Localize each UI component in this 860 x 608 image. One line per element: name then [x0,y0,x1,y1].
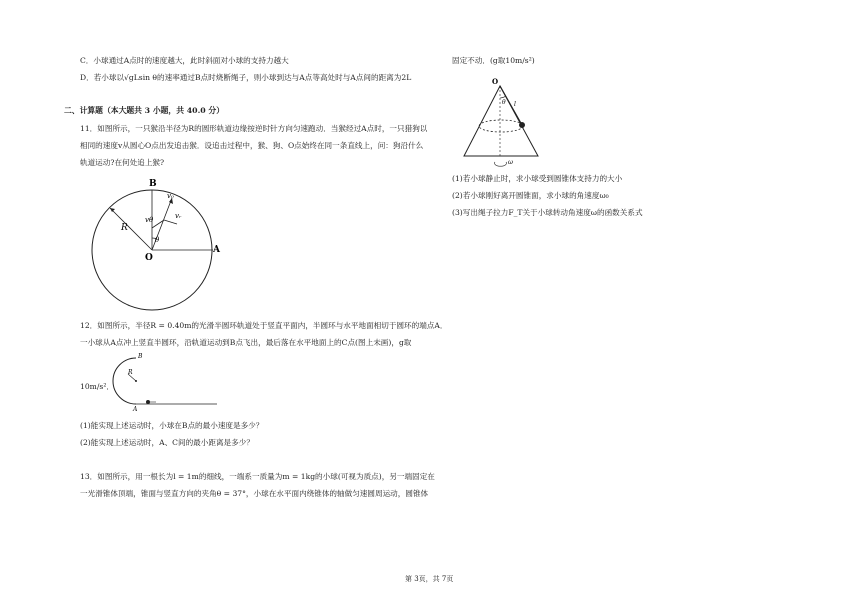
q13-sub-3: (3)写出绳子拉力F_T关于小球转动角速度ω的函数关系式 [452,208,643,217]
q11-label-b: B [149,179,157,189]
q12-line-2: 一小球从A点冲上竖直半圆环，沿轨道运动到B点飞出，最后落在水平地面上的C点(图上未画)，g取 [80,338,412,347]
q11-circle-figure [95,180,225,310]
q13-sub-1: (1)若小球静止时，求小球受到圆锥体支持力的大小 [452,174,623,183]
q13-cone-figure [462,78,544,166]
q13-line-1: 13．如图所示，用一根长为l = 1m的细线，一端系一质量为m = 1kg的小球(可视为质点)，另一端固定在 [80,472,435,481]
q11-label-r: R [121,223,128,233]
cone-label-theta: θ [502,99,506,106]
option-d: D．若小球以√gLsin θ的速率通过B点时烧断绳子，则小球到达与A点等高处时与A点间的距离为2L [80,73,412,82]
q12-label-r: R [128,369,133,376]
q11-label-o: O [145,253,153,263]
q12-line-3: 10m/s²． [80,382,114,391]
q12-label-b: B [138,353,143,360]
q11-line-2: 相同的速度v从圆心O点出发追击猴．设追击过程中，猴、狗、O点始终在同一条直线上，问：狗沿什么 [80,141,424,150]
cone-label-l: l [514,101,516,108]
q11-label-a: A [213,245,220,255]
q12-semicircle-figure [112,352,222,412]
q12-line-1: 12．如图所示，半径R = 0.40m的光滑半圆环轨道处于竖直平面内，半圆环与水平地面相切于圆环的端点A． [80,321,448,330]
q11-label-v0: v₀ [167,192,174,200]
q11-label-vr: vᵣ [175,212,182,220]
q12-sub-1: (1)能实现上述运动时，小球在B点的最小速度是多少？ [80,421,264,430]
cone-label-omega: ω [508,159,513,166]
q12-sub-2: (2)能实现上述运动时，A、C间的最小距离是多少？ [80,438,254,447]
q13-line-2: 一光滑锥体顶端，锥面与竖直方向的夹角θ = 37°，小球在水平面内绕锥体的轴做匀速圆周运动，圆锥体 [80,489,429,498]
cone-label-o: O [492,77,499,86]
q11-label-vtheta: vθ [145,216,154,224]
q11-line-3: 轨道运动?在何处追上猴? [80,158,165,167]
option-c: C．小球通过A点时的速度越大，此时斜面对小球的支持力越大 [80,56,289,65]
section-heading: 二、计算题（本大题共 3 小题，共 40.0 分） [64,106,225,115]
q12-label-a: A [133,406,138,413]
q13-sub-2: (2)若小球刚好离开圆锥面，求小球的角速度ω₀ [452,191,609,200]
q11-label-theta: θ [155,236,160,244]
page-footer: 第 3页，共 7页 [405,575,454,583]
q11-line-1: 11．如图所示，一只猴沿半径为R的圆形轨道边缘按逆时针方向匀速跑动．当猴经过A点时，一只猎狗以 [80,124,428,133]
q13-continued: 固定不动．(g取10m/s²) [452,56,535,65]
